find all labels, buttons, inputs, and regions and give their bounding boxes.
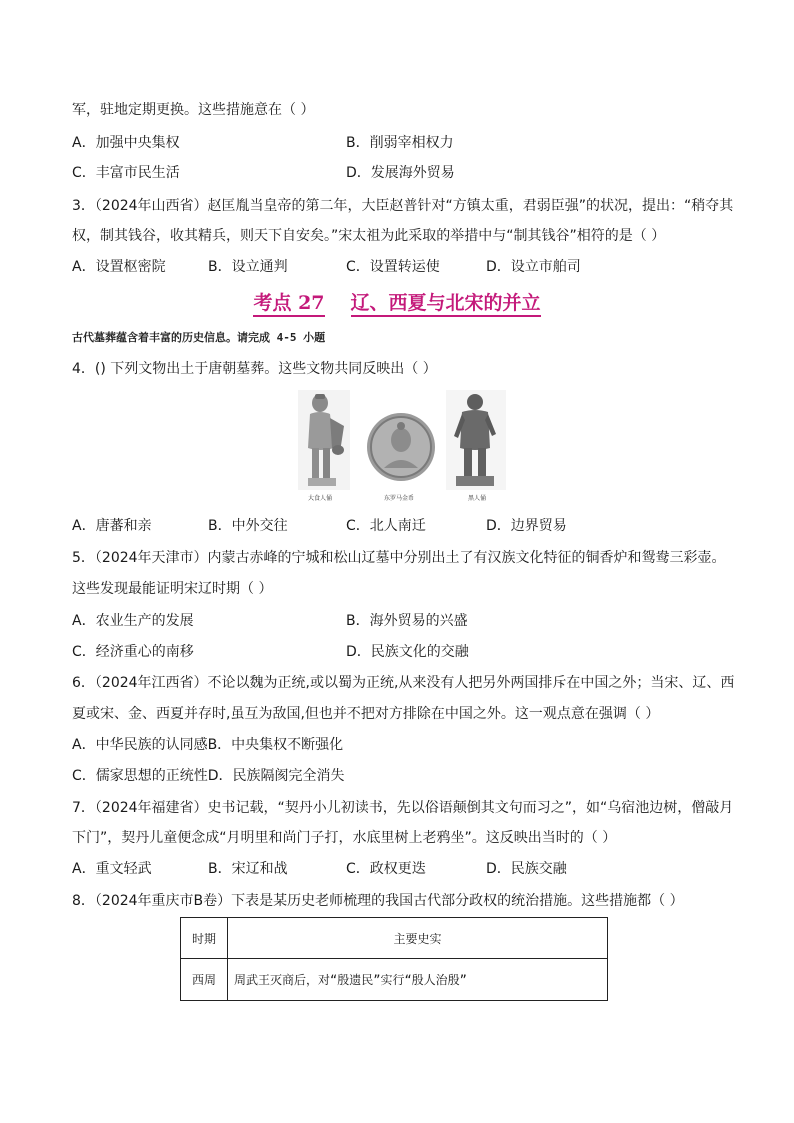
q5-stem-line2: 这些发现最能证明宋辽时期（ ） — [72, 581, 273, 597]
black-figurine-image — [446, 390, 506, 490]
q8-stem: 8．（2024年重庆市B卷）下表是某历史老师梳理的我国古代部分政权的统治措施。这些措施都（ ） — [72, 893, 684, 909]
q7-stem-line2: 下门”，契丹儿童便念成“月明里和尚门子打，水底里树上老鸦坐”。这反映出当时的（ ） — [72, 830, 617, 846]
q6-options-ab: A．中华民族的认同感B．中央集权不断强化 — [72, 737, 344, 753]
table-row — [181, 959, 608, 1001]
q4-stem: 4．() 下列文物出土于唐朝墓葬。这些文物共同反映出（ ） — [72, 361, 437, 377]
caption-byzantine-coin: 东罗马金币 — [384, 495, 415, 502]
q3-stem-line1: 3．（2024年山西省）赵匡胤当皇帝的第二年，大臣赵普针对“方镇太重，君弱臣强”的状况，提出：“稍夺其 — [72, 198, 734, 214]
q7-stem-line1: 7．（2024年福建省）史书记载，“契丹小儿初读书，先以俗语颠倒其文句而习之”，如“乌宿池边树，僧敲月 — [72, 800, 734, 816]
q7-option-b: B．宋辽和战 — [208, 861, 288, 877]
q7-option-c: C．政权更迭 — [346, 861, 426, 877]
artifact-images — [296, 390, 508, 505]
q2-option-a: A．加强中央集权 — [72, 135, 180, 151]
group-intro: 古代墓葬蕴含着丰富的历史信息。请完成 4-5 小题 — [72, 331, 326, 344]
section-title: 辽、西夏与北宋的并立 — [351, 292, 541, 317]
q5-option-a: A．农业生产的发展 — [72, 613, 194, 629]
q4-option-c: C．北人南迁 — [346, 518, 426, 534]
byzantine-coin-image — [367, 413, 435, 481]
history-table — [180, 917, 608, 1001]
q2-option-b: B．削弱宰相权力 — [346, 135, 454, 151]
q2-option-d: D．发展海外贸易 — [346, 165, 455, 181]
q5-option-d: D．民族文化的交融 — [346, 644, 469, 660]
q6-stem-line2: 夏或宋、金、西夏并存时,虽互为敌国,但也并不把对方排除在中国之外。这一观点意在强调（ ） — [72, 706, 660, 722]
q6-options-cd: C．儒家思想的正统性D．民族隔阂完全消失 — [72, 768, 345, 784]
q3-option-c: C．设置转运使 — [346, 259, 440, 275]
caption-black-figurine: 黑人俑 — [468, 495, 487, 502]
table-cell-period: 西周 — [181, 959, 228, 1001]
q6-stem-line1: 6．（2024年江西省）不论以魏为正统,或以蜀为正统,从来没有人把另外两国排斥在中国之外；当宋、辽、西 — [72, 675, 735, 691]
caption-arab-figurine: 大食人俑 — [308, 495, 333, 502]
section-label: 考点 27 — [253, 292, 324, 317]
q5-stem-line1: 5．（2024年天津市）内蒙古赤峰的宁城和松山辽墓中分别出土了有汉族文化特征的铜香炉和鸳鸯三彩壶。 — [72, 550, 726, 566]
q3-option-a: A．设置枢密院 — [72, 259, 166, 275]
section-heading — [0, 290, 794, 316]
table-header-row — [181, 918, 608, 959]
q5-option-b: B．海外贸易的兴盛 — [346, 613, 468, 629]
q4-option-b: B．中外交往 — [208, 518, 288, 534]
q7-option-d: D．民族交融 — [486, 861, 567, 877]
arab-figurine-image — [298, 390, 350, 490]
q7-option-a: A．重文轻武 — [72, 861, 152, 877]
q2-stem-tail: 军，驻地定期更换。这些措施意在（ ） — [72, 102, 315, 118]
q3-stem-line2: 权，制其钱谷，收其精兵，则天下自安矣。”宋太祖为此采取的举措中与“制其钱谷”相符的是（ ） — [72, 228, 666, 244]
table-header-facts: 主要史实 — [228, 918, 608, 959]
q3-option-d: D．设立市舶司 — [486, 259, 581, 275]
q4-option-d: D．边界贸易 — [486, 518, 567, 534]
q2-option-c: C．丰富市民生活 — [72, 165, 180, 181]
q5-option-c: C．经济重心的南移 — [72, 644, 194, 660]
q3-option-b: B．设立通判 — [208, 259, 288, 275]
q4-option-a: A．唐蕃和亲 — [72, 518, 152, 534]
artifact-figures — [296, 390, 508, 492]
table-header-period: 时期 — [181, 918, 228, 959]
table-cell-facts: 周武王灭商后，对“殷遗民”实行“殷人治殷” — [228, 959, 608, 1001]
